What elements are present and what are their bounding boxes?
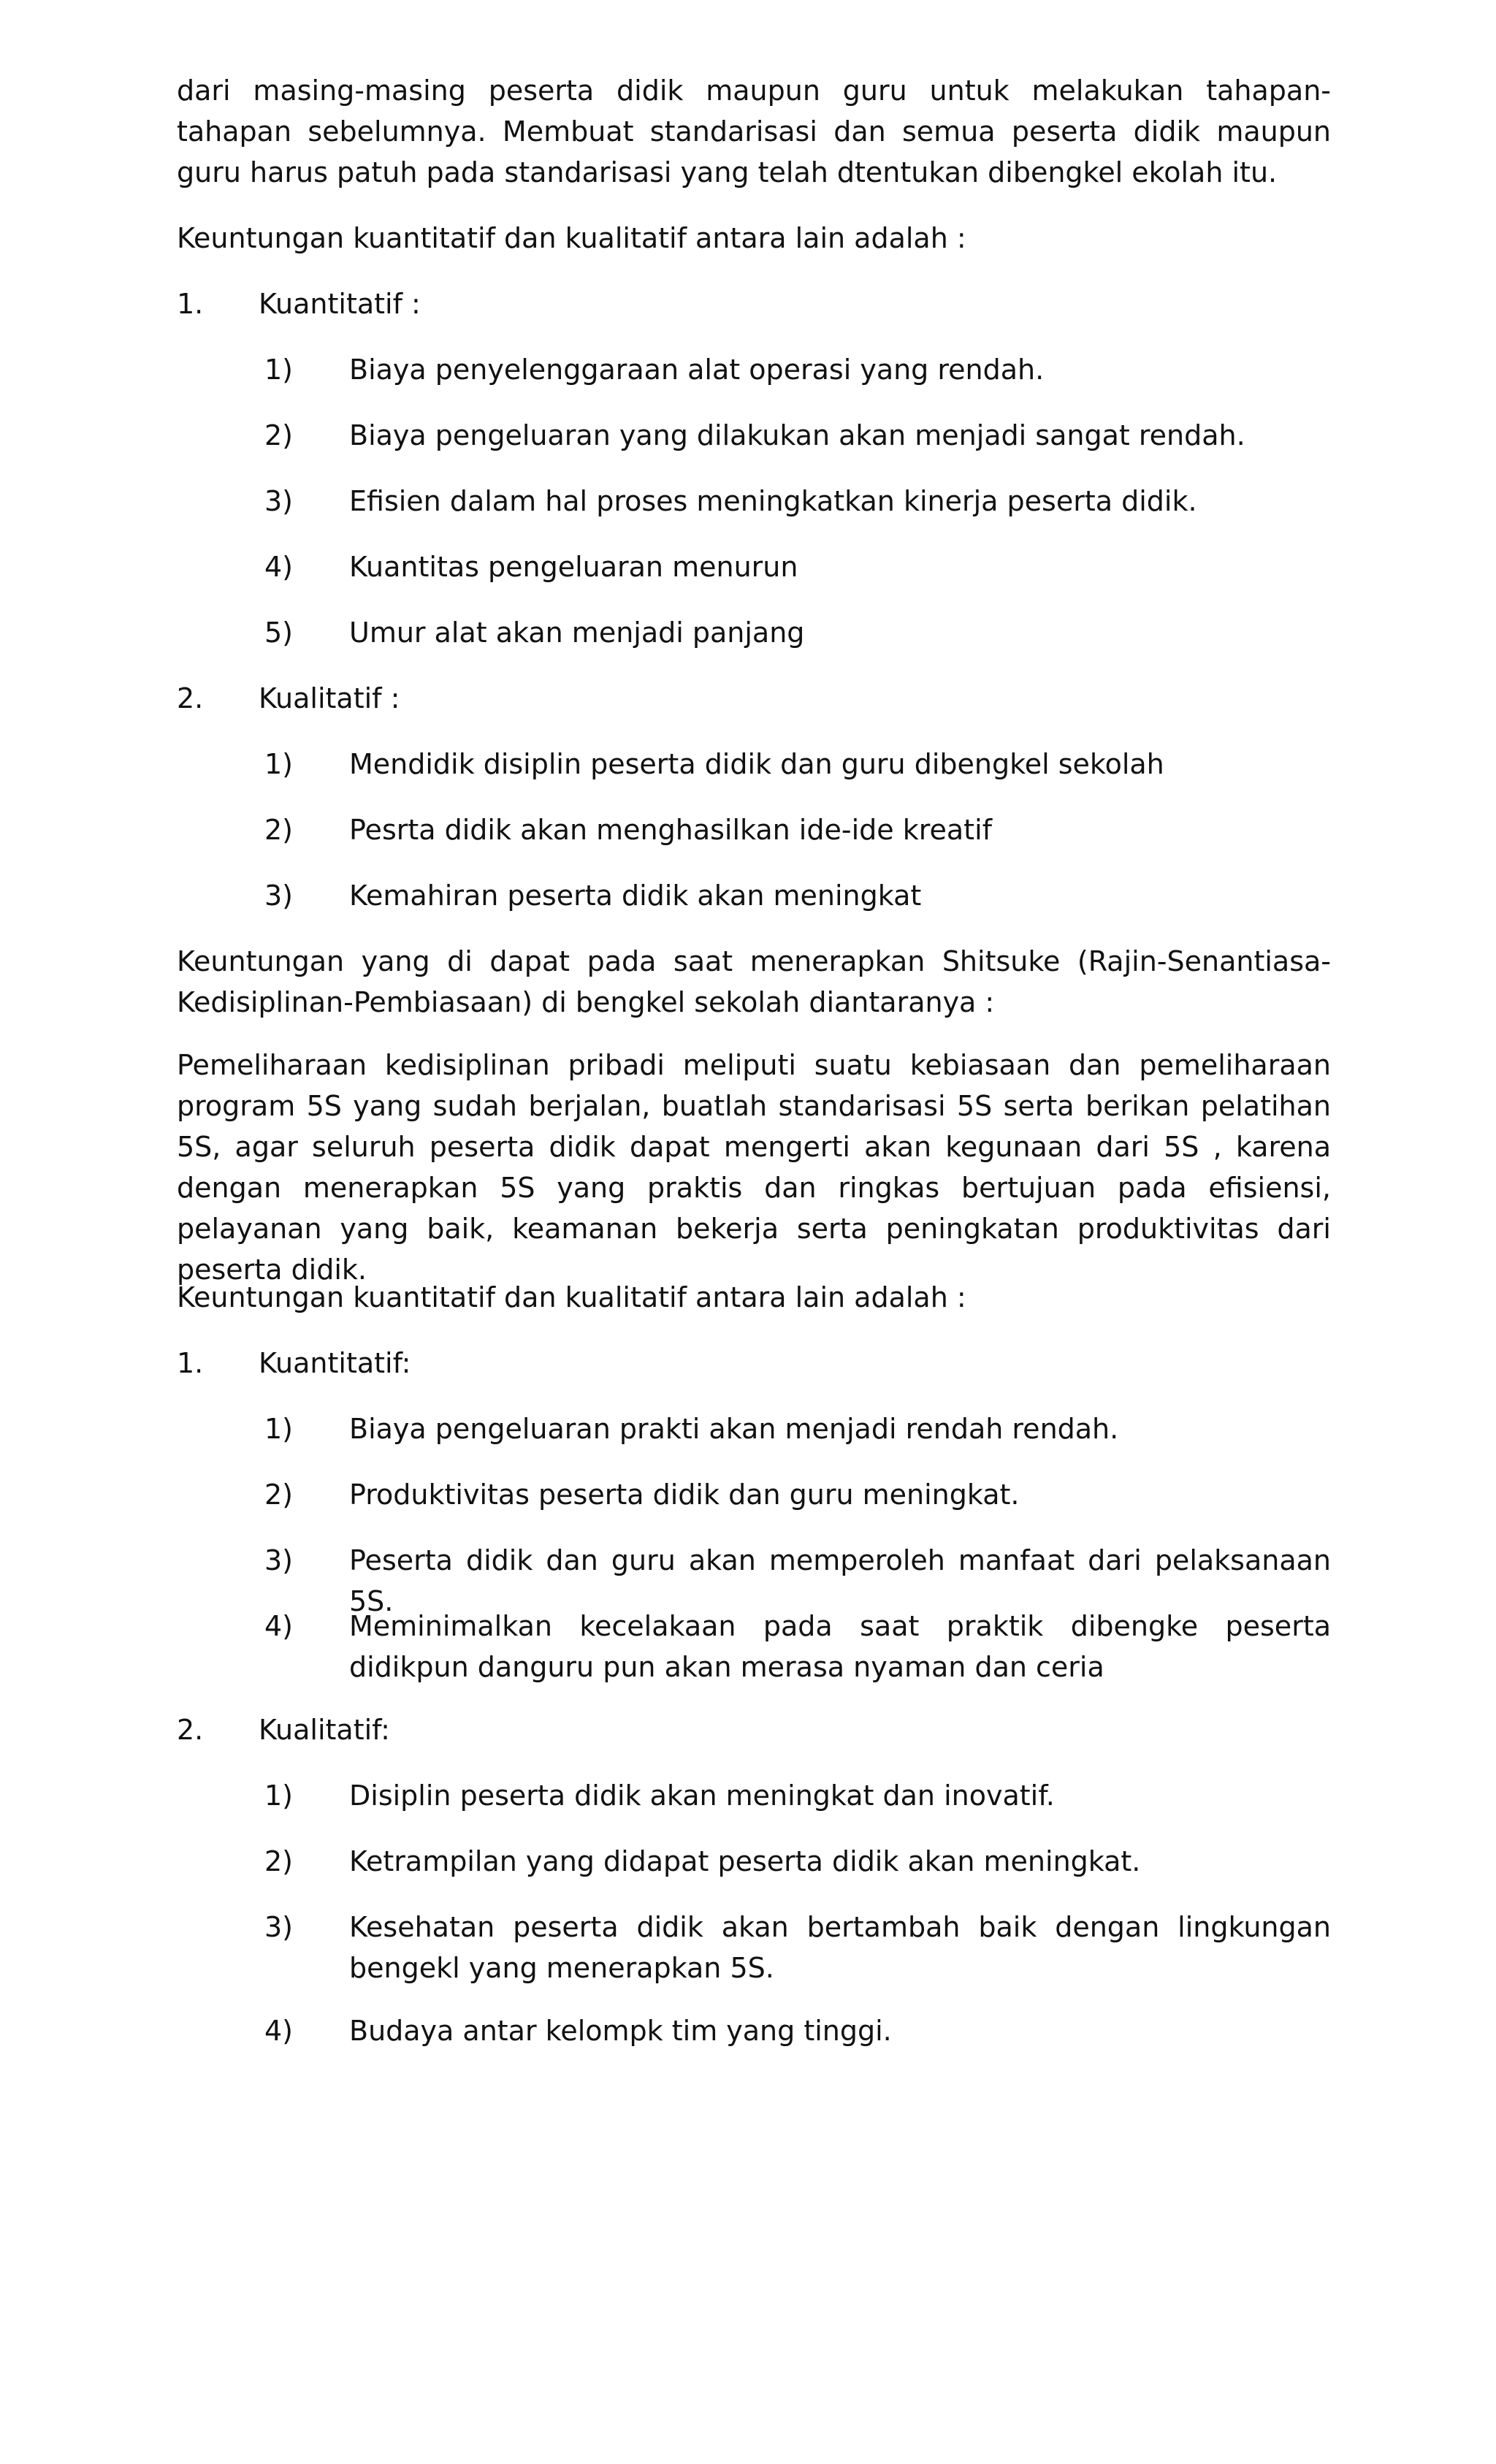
list-item	[264, 1474, 1331, 1515]
list-item	[264, 875, 1331, 916]
item-number: 2)	[264, 1845, 294, 1877]
item-text: Mendidik disiplin peserta didik dan guru dibengkel sekolah	[349, 748, 1164, 780]
list-item	[264, 1775, 1331, 1816]
maintenance-paragraph: Pemeliharaan kedisiplinan pribadi meliputi suatu kebiasaan dan pemeliharaan program 5S yang sudah berjalan, buatlah standarisasi 5S serta berikan pelatihan 5S, agar seluruh peserta didik dapat mengerti akan kegunaan dari 5S , karena dengan menerapkan 5S yang praktis dan ringkas bertujuan pada efisiensi, pelayanan yang baik, keamanan bekerja serta peningkatan produktivitas dari peserta didik.	[177, 1049, 1331, 1286]
heading-benefits-2: Keuntungan kuantitatif dan kualitatif antara lain adalah :	[177, 1281, 966, 1313]
shitsuke-intro-paragraph: Keuntungan yang di dapat pada saat menerapkan Shitsuke (Rajin-Senantiasa-Kedisiplinan-Pembiasaan) di bengkel sekolah diantaranya :	[177, 945, 1331, 1018]
item-number: 3)	[264, 1911, 294, 1943]
item-number: 3)	[264, 1544, 294, 1576]
item-number: 4)	[264, 1610, 294, 1642]
list-label: Kualitatif:	[259, 1714, 390, 1746]
item-text: Budaya antar kelompk tim yang tinggi.	[349, 2015, 892, 2047]
list-item	[264, 1606, 1331, 1687]
item-text: Produktivitas peserta didik dan guru meningkat.	[349, 1479, 1020, 1511]
list-item	[264, 349, 1331, 390]
list-heading-quantitative-1	[177, 283, 421, 324]
item-number: 4)	[264, 2015, 294, 2047]
list-item	[264, 415, 1331, 456]
item-text: Biaya penyelenggaraan alat operasi yang rendah.	[349, 354, 1045, 386]
item-text: Kuantitas pengeluaran menurun	[349, 551, 798, 583]
list-item	[264, 481, 1331, 522]
item-number: 3)	[264, 880, 294, 912]
item-number: 2)	[264, 814, 294, 846]
list-number: 1.	[177, 1347, 204, 1379]
item-text: Umur alat akan menjadi panjang	[349, 617, 805, 649]
list-item	[264, 612, 1331, 653]
list-label: Kuantitatif :	[259, 288, 421, 320]
item-number: 2)	[264, 419, 294, 451]
list-item	[264, 2010, 1331, 2051]
heading-benefits-1: Keuntungan kuantitatif dan kualitatif antara lain adalah :	[177, 222, 966, 254]
list-label: Kualitatif :	[259, 682, 400, 714]
item-number: 3)	[264, 485, 294, 517]
list-item	[264, 1408, 1331, 1449]
item-number: 4)	[264, 551, 294, 583]
list-number: 2.	[177, 1714, 204, 1746]
item-number: 1)	[264, 748, 294, 780]
list-item	[264, 744, 1331, 785]
item-text: Kemahiran peserta didik akan meningkat	[349, 880, 922, 912]
list-heading-quantitative-2	[177, 1343, 411, 1384]
item-text: Meminimalkan kecelakaan pada saat praktik dibengke peserta didikpun danguru pun akan merasa nyaman dan ceria	[349, 1610, 1331, 1683]
item-text: Peserta didik dan guru akan memperoleh manfaat dari pelaksanaan 5S.	[349, 1544, 1331, 1617]
item-text: Pesrta didik akan menghasilkan ide-ide kreatif	[349, 814, 993, 846]
item-number: 2)	[264, 1479, 294, 1511]
list-heading-qualitative-1	[177, 678, 400, 719]
intro-paragraph: dari masing-masing peserta didik maupun guru untuk melakukan tahapan-tahapan sebelumnya. Membuat standarisasi dan semua peserta didik maupun guru harus patuh pada standarisasi yang telah dtentukan dibengkel ekolah itu.	[177, 75, 1331, 188]
list-item	[264, 546, 1331, 587]
item-number: 5)	[264, 617, 294, 649]
list-item	[264, 1841, 1331, 1882]
list-heading-qualitative-2	[177, 1709, 390, 1750]
list-number: 2.	[177, 682, 204, 714]
item-text: Disiplin peserta didik akan meningkat dan inovatif.	[349, 1780, 1055, 1812]
item-text: Biaya pengeluaran prakti akan menjadi rendah rendah.	[349, 1413, 1119, 1445]
list-number: 1.	[177, 288, 204, 320]
list-item	[264, 1907, 1331, 1988]
item-number: 1)	[264, 1780, 294, 1812]
item-number: 1)	[264, 1413, 294, 1445]
item-text: Biaya pengeluaran yang dilakukan akan menjadi sangat rendah.	[349, 419, 1245, 451]
item-text: Efisien dalam hal proses meningkatkan kinerja peserta didik.	[349, 485, 1197, 517]
item-number: 1)	[264, 354, 294, 386]
item-text: Kesehatan peserta didik akan bertambah baik dengan lingkungan bengekl yang menerapkan 5S.	[349, 1911, 1331, 1984]
item-text: Ketrampilan yang didapat peserta didik akan meningkat.	[349, 1845, 1141, 1877]
list-item	[264, 809, 1331, 850]
list-label: Kuantitatif:	[259, 1347, 411, 1379]
